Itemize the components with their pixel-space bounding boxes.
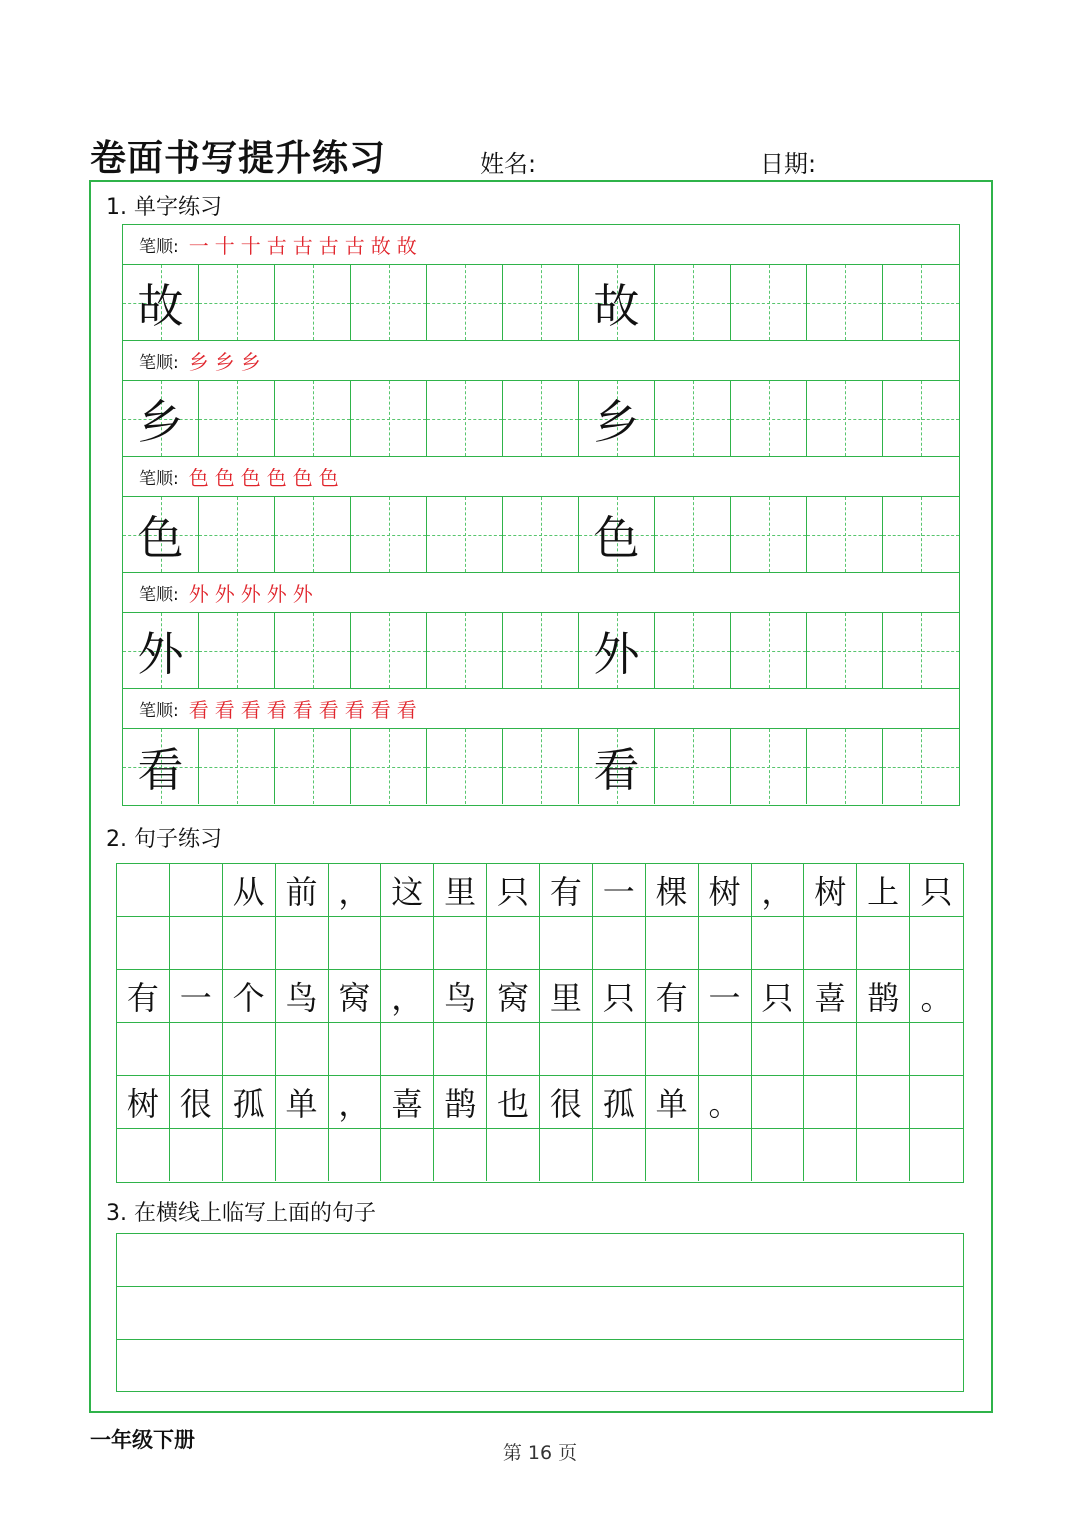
sentence-cell[interactable]	[804, 917, 857, 969]
sentence-cell[interactable]	[329, 1129, 382, 1181]
model-character: 外	[137, 626, 184, 681]
sentence-cell[interactable]	[434, 1023, 487, 1075]
tianzige-cell[interactable]	[883, 265, 959, 340]
writing-line[interactable]	[117, 1287, 963, 1340]
model-character: 看	[137, 742, 184, 797]
sentence-cell[interactable]	[752, 1076, 805, 1128]
stroke-step: 外	[214, 582, 241, 606]
stroke-step: 色	[188, 466, 215, 490]
stroke-step: 乡	[214, 350, 241, 374]
stroke-order-row	[123, 457, 959, 497]
tianzige-cell[interactable]	[731, 265, 807, 340]
stroke-step: 看	[396, 698, 423, 722]
stroke-step: 色	[240, 466, 267, 490]
tianzige-cell[interactable]	[579, 497, 655, 572]
sentence-cell[interactable]: 棵	[646, 864, 699, 916]
tianzige-cell[interactable]	[807, 381, 883, 456]
sentence-cell[interactable]: 里	[434, 864, 487, 916]
sentence-cell[interactable]	[381, 917, 434, 969]
date-label: 日期:	[760, 150, 817, 178]
tianzige-cell[interactable]	[503, 497, 579, 572]
sentence-cell[interactable]: 鹊	[434, 1076, 487, 1128]
stroke-step: 外	[292, 582, 319, 606]
tianzige-cell[interactable]	[199, 265, 275, 340]
stroke-order-row	[123, 573, 959, 613]
stroke-step: 看	[188, 698, 215, 722]
sentence-cell[interactable]	[434, 1129, 487, 1181]
sentence-cell[interactable]	[487, 917, 540, 969]
character-practice-grid	[122, 224, 960, 806]
page-number: 第 16 页	[502, 1442, 578, 1464]
sentence-cell[interactable]	[170, 1129, 223, 1181]
stroke-order-label: 笔顺:	[139, 469, 179, 489]
character-row	[123, 497, 959, 573]
sentence-cell[interactable]: 孤	[223, 1076, 276, 1128]
sentence-cell[interactable]: 孤	[593, 1076, 646, 1128]
tianzige-cell[interactable]	[807, 613, 883, 688]
sentence-cell[interactable]	[170, 917, 223, 969]
stroke-step: 看	[318, 698, 345, 722]
sentence-cell[interactable]	[910, 1076, 963, 1128]
sentence-cell[interactable]: 这	[381, 864, 434, 916]
character-row	[123, 265, 959, 341]
stroke-step: 古	[292, 234, 319, 258]
sentence-cell[interactable]	[646, 1023, 699, 1075]
stroke-sequence	[189, 462, 345, 491]
writing-line[interactable]	[117, 1340, 963, 1393]
sentence-cell[interactable]: 鹊	[857, 970, 910, 1022]
sentence-cell[interactable]	[804, 1129, 857, 1181]
tianzige-cell[interactable]	[199, 729, 275, 804]
sentence-cell[interactable]	[857, 1076, 910, 1128]
sentence-cell[interactable]	[276, 1023, 329, 1075]
stroke-step: 外	[266, 582, 293, 606]
tianzige-cell[interactable]	[351, 613, 427, 688]
sentence-cell[interactable]: 只	[920, 873, 953, 911]
tianzige-cell[interactable]	[123, 613, 199, 688]
tianzige-cell[interactable]	[579, 729, 655, 804]
tianzige-cell[interactable]	[807, 265, 883, 340]
sentence-cell[interactable]	[857, 917, 910, 969]
page-title: 卷面书写提升练习	[90, 138, 387, 179]
section1-title: 1. 单字练习	[106, 195, 222, 220]
stroke-step: 故	[370, 234, 397, 258]
sentence-cell[interactable]	[434, 917, 487, 969]
sentence-cell[interactable]: 鸟	[276, 970, 329, 1022]
tianzige-cell[interactable]	[123, 265, 199, 340]
copy-lines-box	[116, 1233, 964, 1392]
tianzige-cell[interactable]	[427, 497, 503, 572]
model-character: 故	[593, 278, 640, 333]
sentence-cell[interactable]: 个	[223, 970, 276, 1022]
character-row	[123, 381, 959, 457]
model-character: 乡	[137, 394, 184, 449]
stroke-sequence	[189, 230, 423, 259]
stroke-step: 看	[292, 698, 319, 722]
stroke-step: 外	[188, 582, 215, 606]
sentence-cell[interactable]	[329, 917, 382, 969]
sentence-cell[interactable]: 窝	[329, 970, 382, 1022]
stroke-step: 外	[240, 582, 267, 606]
name-label: 姓名:	[480, 150, 537, 178]
tianzige-cell[interactable]	[731, 497, 807, 572]
tianzige-cell[interactable]	[655, 497, 731, 572]
sentence-cell[interactable]	[699, 917, 752, 969]
model-character: 故	[137, 278, 184, 333]
stroke-sequence	[189, 578, 319, 607]
stroke-step: 古	[266, 234, 293, 258]
tianzige-cell[interactable]	[427, 381, 503, 456]
stroke-step: 乡	[240, 350, 267, 374]
stroke-order-label: 笔顺:	[139, 353, 179, 373]
tianzige-cell[interactable]	[655, 729, 731, 804]
sentence-cell[interactable]	[117, 1129, 170, 1181]
stroke-step: 色	[266, 466, 293, 490]
model-character: 看	[593, 742, 640, 797]
sentence-cell[interactable]	[752, 1129, 805, 1181]
tianzige-cell[interactable]	[807, 497, 883, 572]
sentence-cell[interactable]	[276, 917, 329, 969]
sentence-cell[interactable]	[487, 1023, 540, 1075]
tianzige-cell[interactable]	[427, 613, 503, 688]
sentence-cell[interactable]	[699, 1129, 752, 1181]
tianzige-cell[interactable]	[579, 381, 655, 456]
sentence-cell[interactable]	[117, 917, 170, 969]
tianzige-cell[interactable]	[199, 613, 275, 688]
tianzige-cell[interactable]	[655, 381, 731, 456]
sentence-cell[interactable]: ，	[329, 864, 382, 916]
sentence-row	[117, 1076, 963, 1129]
stroke-sequence	[189, 694, 423, 723]
model-character: 色	[137, 510, 184, 565]
sentence-cell[interactable]	[381, 1129, 434, 1181]
tianzige-cell[interactable]	[579, 613, 655, 688]
character-row	[123, 613, 959, 689]
tianzige-cell[interactable]	[275, 497, 351, 572]
stroke-step: 看	[370, 698, 397, 722]
stroke-step: 色	[318, 466, 345, 490]
character-row	[123, 729, 959, 805]
tianzige-cell[interactable]	[807, 729, 883, 804]
sentence-cell[interactable]	[170, 1023, 223, 1075]
stroke-order-row	[123, 225, 959, 265]
sentence-cell[interactable]: 里	[540, 970, 593, 1022]
tianzige-cell[interactable]	[883, 729, 959, 804]
tianzige-cell[interactable]	[199, 381, 275, 456]
sentence-cell[interactable]: 前	[276, 864, 329, 916]
sentence-cell[interactable]	[910, 917, 963, 969]
sentence-row	[117, 917, 963, 970]
tianzige-cell[interactable]	[123, 497, 199, 572]
sentence-cell[interactable]	[910, 1129, 963, 1181]
tianzige-cell[interactable]	[275, 613, 351, 688]
tianzige-cell[interactable]	[883, 497, 959, 572]
sentence-cell[interactable]	[540, 1023, 593, 1075]
model-character: 外	[593, 626, 640, 681]
tianzige-cell[interactable]	[503, 265, 579, 340]
stroke-step: 一	[188, 234, 215, 258]
sentence-cell[interactable]: 只	[752, 970, 805, 1022]
tianzige-cell[interactable]	[427, 729, 503, 804]
tianzige-cell[interactable]	[275, 265, 351, 340]
stroke-step: 故	[396, 234, 423, 258]
stroke-step: 十	[214, 234, 241, 258]
stroke-step: 看	[240, 698, 267, 722]
stroke-sequence	[189, 346, 267, 375]
stroke-step: 色	[292, 466, 319, 490]
sentence-cell[interactable]	[381, 1023, 434, 1075]
stroke-step: 古	[344, 234, 371, 258]
sentence-cell[interactable]: ，	[752, 864, 805, 916]
sentence-cell[interactable]: 很	[170, 1076, 223, 1128]
sentence-cell[interactable]: 只	[487, 864, 540, 916]
tianzige-cell[interactable]	[731, 381, 807, 456]
sentence-cell[interactable]	[223, 917, 276, 969]
tianzige-cell[interactable]	[351, 497, 427, 572]
stroke-step: 色	[214, 466, 241, 490]
tianzige-cell[interactable]	[275, 729, 351, 804]
sentence-cell[interactable]	[117, 1023, 170, 1075]
sentence-cell[interactable]: 鸟	[434, 970, 487, 1022]
sentence-practice-grid	[116, 863, 964, 1183]
sentence-cell[interactable]: 喜	[381, 1076, 434, 1128]
stroke-step: 乡	[188, 350, 215, 374]
model-character: 色	[593, 510, 640, 565]
tianzige-cell[interactable]	[351, 381, 427, 456]
sentence-row	[117, 864, 963, 917]
tianzige-cell[interactable]	[655, 265, 731, 340]
sentence-cell[interactable]	[593, 1129, 646, 1181]
sentence-row	[117, 1023, 963, 1076]
grade-label: 一年级下册	[90, 1428, 195, 1452]
tianzige-cell[interactable]	[123, 729, 199, 804]
sentence-cell[interactable]: 单	[276, 1076, 329, 1128]
sentence-cell[interactable]	[646, 917, 699, 969]
sentence-cell[interactable]: 一	[699, 970, 752, 1022]
model-character: 乡	[593, 394, 640, 449]
tianzige-cell[interactable]	[275, 381, 351, 456]
sentence-cell[interactable]	[593, 1023, 646, 1075]
tianzige-cell[interactable]	[123, 381, 199, 456]
sentence-cell[interactable]	[487, 1129, 540, 1181]
stroke-step: 看	[214, 698, 241, 722]
sentence-cell[interactable]: 树	[804, 864, 857, 916]
sentence-cell[interactable]: ，	[381, 970, 434, 1022]
sentence-cell[interactable]: 喜	[804, 970, 857, 1022]
tianzige-cell[interactable]	[883, 381, 959, 456]
stroke-step: 十	[240, 234, 267, 258]
sentence-cell[interactable]: 一	[593, 864, 646, 916]
writing-line[interactable]	[117, 1234, 963, 1287]
sentence-cell[interactable]: 有	[117, 970, 170, 1022]
tianzige-cell[interactable]	[351, 265, 427, 340]
tianzige-cell[interactable]	[199, 497, 275, 572]
sentence-cell[interactable]: 有	[540, 864, 593, 916]
sentence-cell[interactable]: ，	[329, 1076, 382, 1128]
tianzige-cell[interactable]	[427, 265, 503, 340]
tianzige-cell[interactable]	[503, 729, 579, 804]
stroke-order-label: 笔顺:	[139, 585, 179, 605]
sentence-cell[interactable]: 一	[170, 970, 223, 1022]
stroke-order-label: 笔顺:	[139, 701, 179, 721]
section2-title: 2. 句子练习	[106, 827, 222, 852]
tianzige-cell[interactable]	[503, 613, 579, 688]
sentence-cell[interactable]	[170, 864, 223, 916]
sentence-cell[interactable]: 也	[487, 1076, 540, 1128]
stroke-step: 看	[266, 698, 293, 722]
sentence-row	[117, 970, 963, 1023]
tianzige-cell[interactable]	[351, 729, 427, 804]
sentence-cell[interactable]	[804, 1076, 857, 1128]
sentence-cell[interactable]	[699, 1023, 752, 1075]
stroke-order-row	[123, 689, 959, 729]
tianzige-cell[interactable]	[731, 729, 807, 804]
sentence-cell[interactable]	[540, 917, 593, 969]
tianzige-cell[interactable]	[883, 613, 959, 688]
sentence-cell[interactable]	[646, 1129, 699, 1181]
sentence-cell[interactable]	[329, 1023, 382, 1075]
sentence-cell[interactable]: 。	[699, 1076, 752, 1128]
sentence-cell[interactable]	[593, 917, 646, 969]
sentence-cell[interactable]	[540, 1129, 593, 1181]
tianzige-cell[interactable]	[655, 613, 731, 688]
sentence-cell[interactable]: 从	[223, 864, 276, 916]
tianzige-cell[interactable]	[731, 613, 807, 688]
sentence-cell[interactable]: 树	[117, 1076, 170, 1128]
stroke-step: 古	[318, 234, 345, 258]
sentence-cell[interactable]	[223, 1023, 276, 1075]
sentence-cell[interactable]	[223, 1129, 276, 1181]
tianzige-cell[interactable]	[579, 265, 655, 340]
stroke-order-label: 笔顺:	[139, 237, 179, 257]
sentence-cell[interactable]	[752, 917, 805, 969]
stroke-order-row	[123, 341, 959, 381]
sentence-cell[interactable]	[857, 1129, 910, 1181]
sentence-cell[interactable]: 很	[540, 1076, 593, 1128]
sentence-cell[interactable]	[276, 1129, 329, 1181]
sentence-cell[interactable]	[804, 1023, 857, 1075]
sentence-cell[interactable]: 树	[699, 864, 752, 916]
sentence-cell[interactable]: 有	[646, 970, 699, 1022]
stroke-step: 看	[344, 698, 371, 722]
sentence-cell[interactable]: 只	[593, 970, 646, 1022]
sentence-row	[117, 1129, 963, 1182]
sentence-cell[interactable]: 单	[646, 1076, 699, 1128]
sentence-cell[interactable]	[910, 1023, 963, 1075]
section3-title: 3. 在横线上临写上面的句子	[106, 1201, 376, 1226]
tianzige-cell[interactable]	[503, 381, 579, 456]
sentence-cell[interactable]: 上	[857, 864, 910, 916]
sentence-cell[interactable]: 。	[920, 979, 953, 1017]
sentence-cell[interactable]	[857, 1023, 910, 1075]
sentence-cell[interactable]	[117, 864, 170, 916]
sentence-cell[interactable]: 窝	[487, 970, 540, 1022]
sentence-cell[interactable]	[752, 1023, 805, 1075]
